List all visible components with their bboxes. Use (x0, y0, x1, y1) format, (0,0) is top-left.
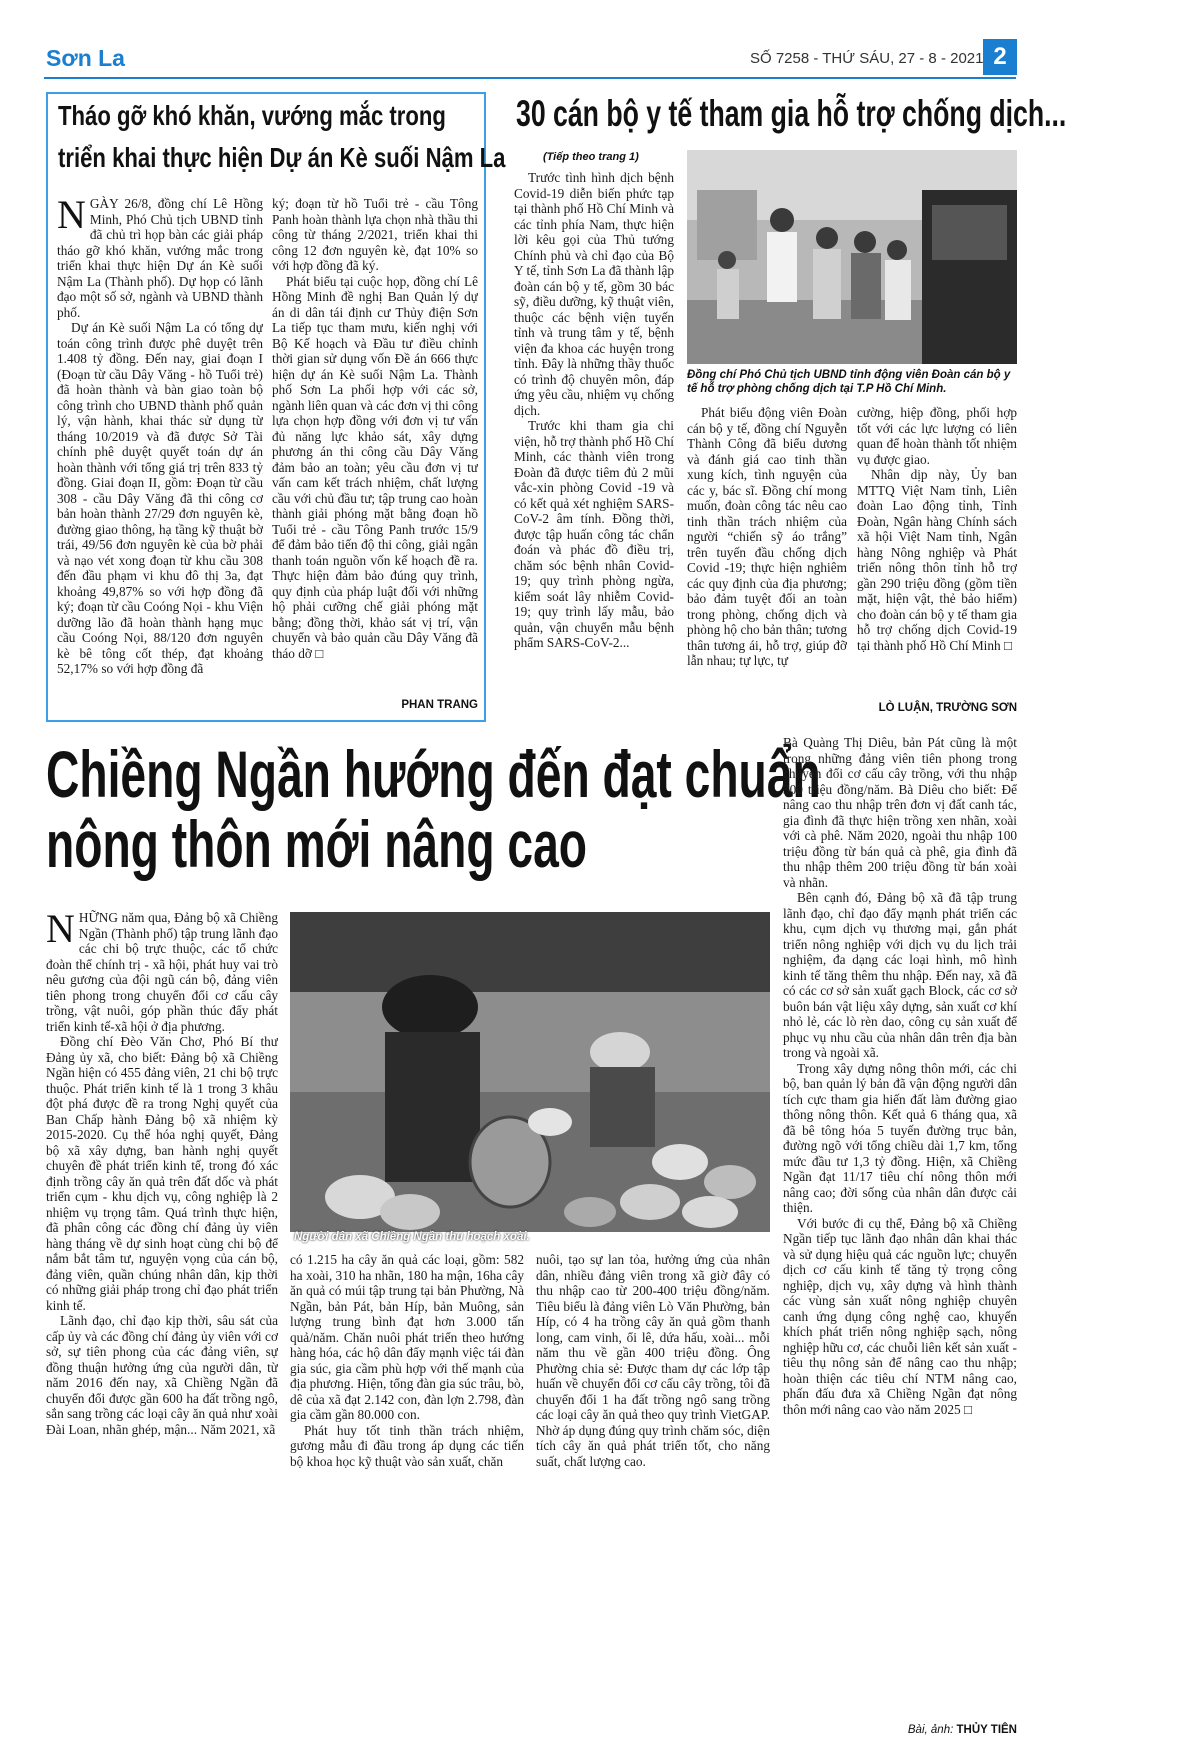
paragraph (857, 467, 1017, 653)
article2-title: 30 cán bộ y tế tham gia hỗ trợ chống dịch... (516, 93, 1067, 134)
paragraph: có 1.215 ha cây ăn quả các loại, gồm: 582 ha xoài, 310 ha nhãn, 180 ha mận, 16ha cây ăn quả có múi tập trung tại bản Phường, Nà Ngần, bản Pát, bản Híp, bản Muông, sản lượng trung bình đạt hơn 3.000 tấn quả/năm. Chăn nuôi phát triển theo hướng hàng hóa, các hộ dân đẩy mạnh việc tái đàn gia súc, gia cầm phù hợp với thế mạnh của địa phương. Hiện, tổng đàn gia súc trâu, bò, dê của xã đạt 2.142 con, đàn lợn 2.798, đàn gia cầm gần 80.000 con. (290, 1252, 524, 1422)
end-mark: □ (963, 1401, 973, 1417)
paragraph: Dự án Kè suối Nậm La có tổng dự toán công trình được phê duyệt trên 1.408 tỷ đồng. Đến nay, giai đoạn I (Đoạn từ cầu Dây Văng - hồ Tuổi trẻ) đã hoàn thành và bàn giao toàn bộ công trình cho UBND thành phố quản lý, vận hành, khai thác sử dụng từ tháng 10/2019 và đã được Sở Tài chính phê duyệt quyết toán dự án hoàn thành với tổng giá trị trên 833 tỷ đồng. Giai đoạn II, gồm: Đoạn từ cầu 308 - cầu Dây Văng đã thi công cơ bản hoàn thành 27/29 đơn nguyên kè, đường giao thông, hạ tầng kỹ thuật bờ trái, 49/56 đơn nguyên kè của bờ phải và nạo vét xong đoạn từ khu cầu 308 đến đầu phạm vi khu đô thị 3a, đạt khoảng 49,87% so với hợp đồng đã ký; đoạn từ cầu Coóng Nọi - khu Viện dưỡng lão đã hoàn thành hạng mục cầu Coóng Nọi, 88/120 đơn nguyên kè bê tông cốt thép, đạt khoảng 52,17% so với hợp đồng đã (57, 320, 263, 676)
article2-byline: LÒ LUẬN, TRƯỜNG SƠN (878, 702, 1017, 714)
paragraph: ký; đoạn từ hồ Tuổi trẻ - cầu Tông Panh hoàn thành lựa chọn nhà thầu thi công từ tháng 2/2021, triển khai thi công 12 đơn nguyên kè, đạt 10% so với hợp đồng đã ký. (272, 196, 478, 273)
paragraph: Đồng chí Đèo Văn Chơ, Phó Bí thư Đảng ủy xã, cho biết: Đảng bộ xã Chiềng Ngần hiện có 455 đảng viên, 21 chi bộ trực thuộc. Phát triển kinh tế là 1 trong 3 khâu đột phá được đề ra trong Nghị quyết của Ban Chấp hành Đảng bộ xã nhiệm kỳ 2015-2020. Cụ thể hóa nghị quyết, Đảng bộ xã xây dựng, ban hành nghị quyết chuyên đề phát triển kinh tế, trong đó xác định trồng cây ăn quả trên đất dốc và phát triển cụm - khu dịch vụ, công nghiệp là 2 nhiệm vụ trọng tâm. Quá trình thực hiện, đã phân công các đồng chí đảng ủy viên hàng tháng về dự sinh hoạt cùng chi bộ để nắm bắt tâm tư, nguyện vọng của cán bộ, đảng viên, quần chúng nhân dân, kịp thời có những giải pháp trong chỉ đạo phát triển kinh tế. (46, 1034, 278, 1313)
page-number-badge: 2 (983, 39, 1017, 75)
paragraph: HỮNG năm qua, Đảng bộ xã Chiềng Ngần (Thành phố) tập trung lãnh đạo các chi bộ trực thuộc, các tổ chức đoàn thể chính trị - xã hội, phát huy vai trò nêu gương của đội ngũ cán bộ, đảng viên tiên phong trong chuyển đổi cơ cấu cây trồng, vật nuôi, góp phần thúc đẩy phát triển kinh tế-xã hội ở địa phương. (46, 910, 278, 1034)
article3-col1 (46, 910, 278, 1736)
paragraph: nuôi, tạo sự lan tỏa, hưởng ứng của nhân dân, nhiều đảng viên trong xã giờ đây có thu nhập cao từ 200-400 triệu đồng/năm. Tiêu biểu là đảng viên Lò Văn Phường, bản Híp, có 4 ha trồng cây ăn quả gồm thanh long, cam vinh, ổi lê, dứa hấu, xoài... mỗi năm thu về gần 400 triệu đồng. Ông Phường chia sẻ: Được tham dự các lớp tập huấn về chuyển đổi cơ cấu cây trồng, tôi đã chuyển đổi 1 ha đất trồng ngô sang trồng các loại cây ăn quả theo quy trình VietGAP. Nhờ áp dụng đúng quy trình chăm sóc, diện tích cây ăn quả phát triển tốt, cho năng suất, chất lượng cao. (536, 1252, 770, 1469)
article1-byline: PHAN TRANG (401, 699, 478, 711)
article3-byline (783, 1724, 1017, 1736)
article3-col2 (290, 1252, 524, 1736)
end-mark: □ (1004, 637, 1013, 653)
paragraph: Bên cạnh đó, Đảng bộ xã đã tập trung lãnh đạo, chỉ đạo đẩy mạnh phát triển các khu, cụm dịch vụ thương mại, gắn phát triển nông nghiệp với dịch vụ du lịch trải nghiệm, đa dạng các loại hình, mô hình kinh tế tăng thêm thu nhập. Đến nay, xã đã có các cơ sở sản xuất gạch Block, các cơ sở buôn bán vật liệu xây dựng, sản xuất cơ khí nhỏ lẻ, các lò rèn dao, công cụ sản xuất để phục vụ nhu cầu của nhân dân trên địa bàn trong và ngoài xã. (783, 890, 1017, 1060)
header-rule (44, 77, 1016, 79)
medical-photo-caption: Đồng chí Phó Chủ tịch UBND tỉnh động viên Đoàn cán bộ y tế hỗ trợ phòng chống dịch tại T.P Hồ Chí Minh. (687, 369, 1011, 395)
paragraph: Phát biểu động viên Đoàn cán bộ y tế, đồng chí Nguyễn Thành Công đã biểu dương và đánh giá cao tinh thần xung kích, tình nguyện của các y, bác sĩ. Đồng chí mong muốn, đoàn công tác nêu cao tinh thần trách nhiệm của người “chiến sỹ áo trắng” trên tuyến đầu chống dịch Covid -19; thực hiện nghiêm các quy định của địa phương; bảo đảm tuyệt đối an toàn trong phòng, chống dịch và phòng hộ cho bản thân; tương thân tương ái, hỗ trợ, giúp đỡ lẫn nhau; tự lực, tự (687, 405, 847, 668)
section-name: Sơn La (46, 45, 125, 71)
paragraph (783, 1216, 1017, 1418)
issue-date: SỐ 7258 - THỨ SÁU, 27 - 8 - 2021 (750, 50, 984, 67)
mango-harvest-photo-art (290, 912, 770, 1232)
byline-author: THỦY TIÊN (956, 1724, 1017, 1736)
article2-col3 (857, 405, 1017, 695)
paragraph: Trong xây dựng nông thôn mới, các chi bộ, ban quản lý bản đã vận động người dân tích cực tham gia hiến đất làm đường giao thông nông thôn. Kết quả 6 tháng qua, xã đã bê tông hóa 5 tuyến đường trục bản, đường ngõ với tổng chiều dài 1,7 km, tổng mức đầu tư 1,3 tỷ đồng. Hiện, xã Chiềng Ngần đạt 11/17 tiêu chí nông thôn mới nâng cao; đời sống của nhân dân được cải thiện. (783, 1060, 1017, 1215)
article1-title-line1: Tháo gỡ khó khăn, vướng mắc trong (58, 100, 446, 131)
paragraph-text: Nhân dịp này, Ủy ban MTTQ Việt Nam tỉnh, Liên đoàn Lao động tỉnh, Tỉnh Đoàn, Ngân hàng Chính sách xã hội Việt Nam tỉnh, Ngân hàng Nông nghiệp và Phát triển nông thôn tỉnh hỗ trợ gần 290 triệu đồng (gồm tiền mặt, hiện vật, thẻ bảo hiểm) cho đoàn cán bộ y tế tham gia hỗ trợ chống dịch Covid-19 tại thành phố Hồ Chí Minh (857, 467, 1017, 653)
paragraph: cường, hiệp đồng, phối hợp tốt với các lực lượng có liên quan để hoàn thành tốt nhiệm vụ được giao. (857, 405, 1017, 467)
article3-col4 (783, 735, 1017, 1723)
paragraph: Trước khi tham gia chi viện, hỗ trợ thành phố Hồ Chí Minh, các thành viên trong Đoàn đã được tiêm đủ 2 mũi vắc-xin phòng Covid -19 và có kết quả xét nghiệm SARS-CoV-2 âm tính. Đồng thời, được tập huấn công tác chẩn đoán và phác đồ điều trị, chăm sóc bệnh nhân Covid-19; quy trình phòng ngừa, kiểm soát lây nhiễm Covid-19; quy trình lấy mẫu, bảo quản, vận chuyển mẫu bệnh phẩm SARS-CoV-2... (514, 418, 674, 650)
medical-team-photo-art (687, 150, 1017, 364)
medical-team-photo (687, 150, 1017, 364)
article2-col2 (687, 405, 847, 718)
article2-col1 (514, 170, 674, 718)
article3-title-line1: Chiềng Ngần hướng đến đạt chuẩn (46, 737, 821, 811)
paragraph-text: Phát biểu tại cuộc họp, đồng chí Lê Hồng Minh đề nghị Ban Quản lý dự án di dân tái định cư Thủy điện Sơn La tiếp tục tham mưu, kiến nghị với Bộ Kế hoạch và Đầu tư điều chỉnh thời gian sử dụng vốn Đề án 666 thực hiện dự án Kè suối Nậm La. Thành phố Sơn La phối hợp với các sở, ngành liên quan và các đơn vị thi công lựa chọn hợp đồng với đơn vị tư vấn đủ năng lực khảo sát, xây dựng phương án thi công cầu Dây Văng đảm bảo an toàn; yêu cầu đơn vị tư vấn cam kết trách nhiệm, chất lượng cầu với chủ đầu tư; tập trung cao hoàn thành giải phóng mặt bằng đoạn hồ Tuổi trẻ - cầu Tông Panh trước 15/9 để đảm bảo tiến độ thi công, giải ngân thanh toán nguồn vốn kế hoạch đề ra. Thực hiện đảm bảo đúng quy trình, quy định của pháp luật đối với những hộ phải cưỡng chế giải phóng mặt bằng; đồng thời, khảo sát vị trí, vận chuyển và bảo quản cầu Dây Văng đã tháo dỡ (272, 273, 478, 661)
paragraph-text: Với bước đi cụ thể, Đảng bộ xã Chiềng Ngần tiếp tục lãnh đạo nhân dân khai thác và sử dụng hiệu quả các nguồn lực; chuyển dịch cơ cấu kinh tế tăng tỷ trọng công nghiệp, dịch vụ, xây dựng và hình thành các vùng sản xuất nông nghiệp chuyên canh ứng dụng công nghệ cao, khuyến khích phát triển nông nghiệp sạch, nông nghiệp hữu cơ, các chuỗi liên kết sản xuất - tiêu thụ nông sản để nâng cao thu nhập; hoàn thiện các tiêu chí NTM nâng cao, phấn đấu đưa xã Chiềng Ngần đạt nông thôn mới nâng cao vào năm 2025 (783, 1215, 1017, 1417)
article1-col2 (272, 196, 478, 696)
article3-col3 (536, 1252, 770, 1736)
mango-harvest-photo (290, 912, 770, 1232)
paragraph: Trước tình hình dịch bệnh Covid-19 diễn biến phức tạp tại thành phố Hồ Chí Minh và các tỉnh phía Nam, thực hiện lời kêu gọi của Thủ tướng Chính phủ và chỉ đạo của Bộ Y tế, tỉnh Sơn La đã thành lập đoàn cán bộ y tế, gồm 30 bác sỹ, điều dưỡng, kỹ thuật viên, thuộc các bệnh viện tuyến tỉnh và trung tâm y tế, bệnh viện đa khoa các huyện trong tỉnh. Đây là những thầy thuốc có trình độ chuyên môn, đáp ứng yêu cầu, nhiệm vụ chống dịch. (514, 170, 674, 418)
byline-prefix: Bài, ảnh: (907, 1724, 954, 1736)
article1-title-line2: triển khai thực hiện Dự án Kè suối Nậm La (58, 142, 506, 173)
end-mark: □ (315, 645, 324, 661)
paragraph: GÀY 26/8, đồng chí Lê Hồng Minh, Phó Chủ tịch UBND tỉnh đã chủ trì họp bàn các giải pháp tháo gỡ khó khăn, vướng mắc trong triển khai thực hiện Dự án Kè suối Nậm La (Thành phố). Dự họp có lãnh đạo một số sở, ngành và UBND thành phố. (57, 196, 263, 320)
paragraph: Lãnh đạo, chỉ đạo kịp thời, sâu sát của cấp ủy và các đồng chí đảng ủy viên với cơ sở, sự tiên phong của các đảng viên, sự đồng thuận hưởng ứng của người dân, từ năm 2016 đến nay, xã Chiềng Ngần đã chuyển đổi được gần 600 ha đất trồng ngô, sắn sang trồng các loại cây ăn quả như xoài Đài Loan, nhãn ghép, mận... Năm 2021, xã (46, 1313, 278, 1437)
dropcap: N (46, 910, 75, 951)
mango-photo-caption: Người dân xã Chiềng Ngần thu hoạch xoài. (294, 1231, 530, 1243)
continued-note: (Tiếp theo trang 1) (543, 151, 639, 163)
article1-col1 (57, 196, 263, 712)
dropcap: N (57, 196, 86, 237)
paragraph (272, 274, 478, 662)
paragraph: Bà Quàng Thị Diêu, bản Pát cũng là một trong những đảng viên tiên phong trong chuyển đổi cơ cấu cây trồng, với thu nhập 300 triệu đồng/năm. Bà Diêu cho biết: Để nâng cao thu nhập trên đơn vị đất canh tác, gia đình đã thực hiện trồng xen nhãn, xoài với cà phê. Năm 2020, ngoài thu nhập 100 triệu đồng từ bán quả cà phê, gia đình đã thu nhập thêm 200 triệu đồng từ bán xoài và nhãn. (783, 735, 1017, 890)
paragraph: Phát huy tốt tinh thần trách nhiệm, gương mẫu đi đầu trong áp dụng các tiến bộ khoa học kỹ thuật vào sản xuất, chăn (290, 1422, 524, 1469)
article3-title-line2: nông thôn mới nâng cao (46, 807, 588, 881)
